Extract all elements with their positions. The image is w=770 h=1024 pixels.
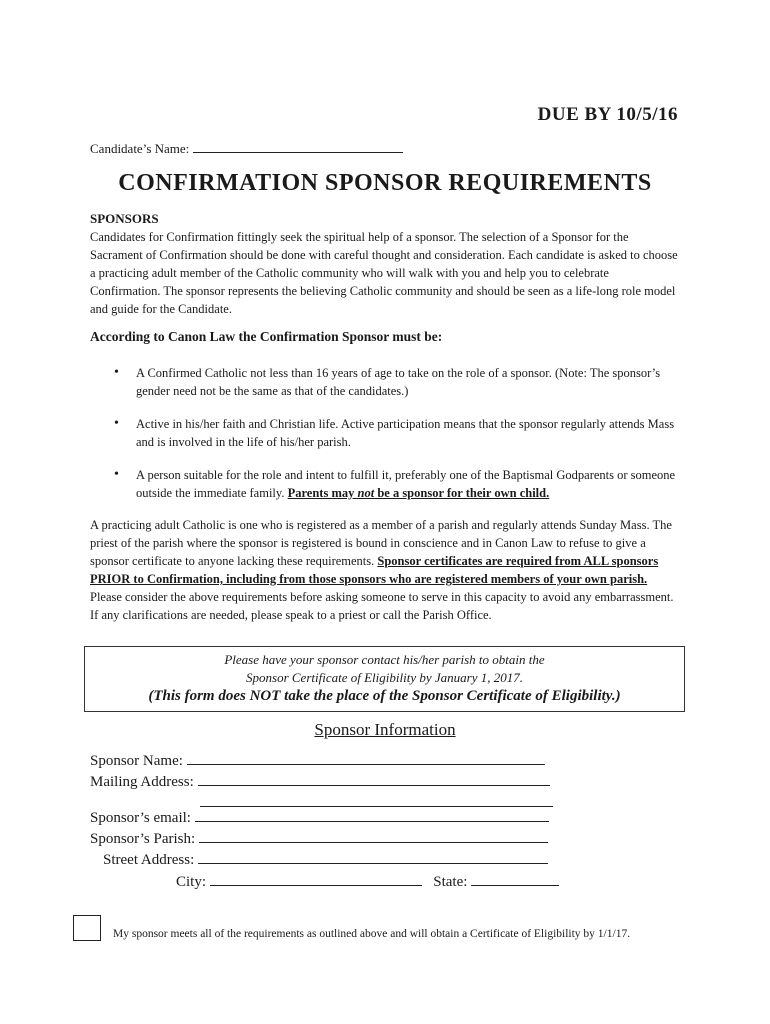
city-field[interactable] xyxy=(210,871,422,886)
mailing-address-field[interactable] xyxy=(198,771,550,786)
requirement-text: A Confirmed Catholic not less than 16 years of age to take on the role of a sponsor. (Note: The sponsor’s gender need not be the same as that of the candidates.) xyxy=(136,366,661,398)
street-address-row xyxy=(103,849,548,871)
state-label: State: xyxy=(433,874,468,890)
page-title: CONFIRMATION SPONSOR REQUIREMENTS xyxy=(118,170,652,196)
parents-note: Parents may not be a sponsor for their own child. xyxy=(287,486,550,500)
requirement-text: Active in his/her faith and Christian life. Active participation means that the sponsor regularly attends Mass and is involved in the life of his/her parish. xyxy=(136,417,675,449)
notice-line-1: Please have your sponsor contact his/her parish to obtain the xyxy=(224,652,545,667)
bullet-icon: • xyxy=(114,365,119,380)
canon-law-heading: According to Canon Law the Confirmation Sponsor must be: xyxy=(90,329,443,344)
sponsor-info-title: Sponsor Information xyxy=(314,720,456,739)
sponsor-email-label: Sponsor’s email: xyxy=(90,810,191,826)
sponsor-name-field[interactable] xyxy=(187,750,545,765)
candidate-name-label: Candidate’s Name: xyxy=(90,141,190,156)
sponsor-email-row xyxy=(90,807,549,829)
candidate-name-row xyxy=(90,140,403,157)
city-label: City: xyxy=(176,874,207,890)
street-address-label: Street Address: xyxy=(103,852,195,868)
sponsor-email-field[interactable] xyxy=(195,807,549,822)
notice-line-3: (This form does NOT take the place of the Sponsor Certificate of Eligibility.) xyxy=(148,688,621,704)
requirement-item-active xyxy=(114,415,676,451)
practicing-tail: Please consider the above requirements before asking someone to serve in this capacity to avoid any embarrassment. If any clarifications are needed, please speak to a priest or call the Parish Office. xyxy=(90,590,674,622)
mailing-address-label: Mailing Address: xyxy=(90,774,194,790)
sponsor-parish-row xyxy=(90,828,548,850)
requirement-item-suitable xyxy=(114,466,676,502)
attestation-checkbox[interactable] xyxy=(73,915,101,941)
notice-line-2: Sponsor Certificate of Eligibility by January 1, 2017. xyxy=(246,670,523,685)
candidate-name-field[interactable] xyxy=(193,140,403,153)
practicing-catholic-paragraph xyxy=(90,516,680,624)
sponsor-parish-field[interactable] xyxy=(199,828,548,843)
requirement-item-age xyxy=(114,364,676,400)
due-date: DUE BY 10/5/16 xyxy=(537,104,678,125)
bullet-icon: • xyxy=(114,467,119,482)
bullet-icon: • xyxy=(114,416,119,431)
mailing-address-row xyxy=(90,771,550,793)
certificate-requirement-note: Sponsor certificates are required from ALL sponsors PRIOR to Confirmation, including from those sponsors who are registered members of your own parish. xyxy=(90,554,659,586)
eligibility-notice-box xyxy=(84,646,685,712)
practicing-text: A practicing adult Catholic is one who is registered as a member of a parish and regularly attends Sunday Mass. The priest of the parish where the sponsor is registered is bound in conscience and in Canon Law to refuse to give a sponsor certificate to anyone lacking these requirements. xyxy=(90,518,672,568)
sponsors-heading: SPONSORS xyxy=(90,211,159,226)
mailing-address-line-2-field[interactable] xyxy=(200,792,553,807)
city-state-row xyxy=(176,871,559,893)
sponsor-name-label: Sponsor Name: xyxy=(90,753,183,769)
sponsors-paragraph: Candidates for Confirmation fittingly seek the spiritual help of a sponsor. The selection of a Sponsor for the Sacrament of Confirmation should be done with careful thought and consideration. Each candidate is asked to choose a practicing adult member of the Catholic community who will walk with you and help you to celebrate Confirmation. The sponsor represents the believing Catholic community and should be seen as a life-long role model and guide for the Candidate. xyxy=(90,230,678,316)
sponsor-parish-label: Sponsor’s Parish: xyxy=(90,831,196,847)
attestation-label: My sponsor meets all of the requirements as outlined above and will obtain a Certificate of Eligibility by 1/1/17. xyxy=(113,928,631,940)
sponsor-name-row xyxy=(90,750,545,772)
street-address-field[interactable] xyxy=(198,849,548,864)
state-field[interactable] xyxy=(471,871,559,886)
requirement-text: A person suitable for the role and intent to fulfill it, preferably one of the Baptismal Godparents or someone outside the immediate family. xyxy=(136,468,676,500)
